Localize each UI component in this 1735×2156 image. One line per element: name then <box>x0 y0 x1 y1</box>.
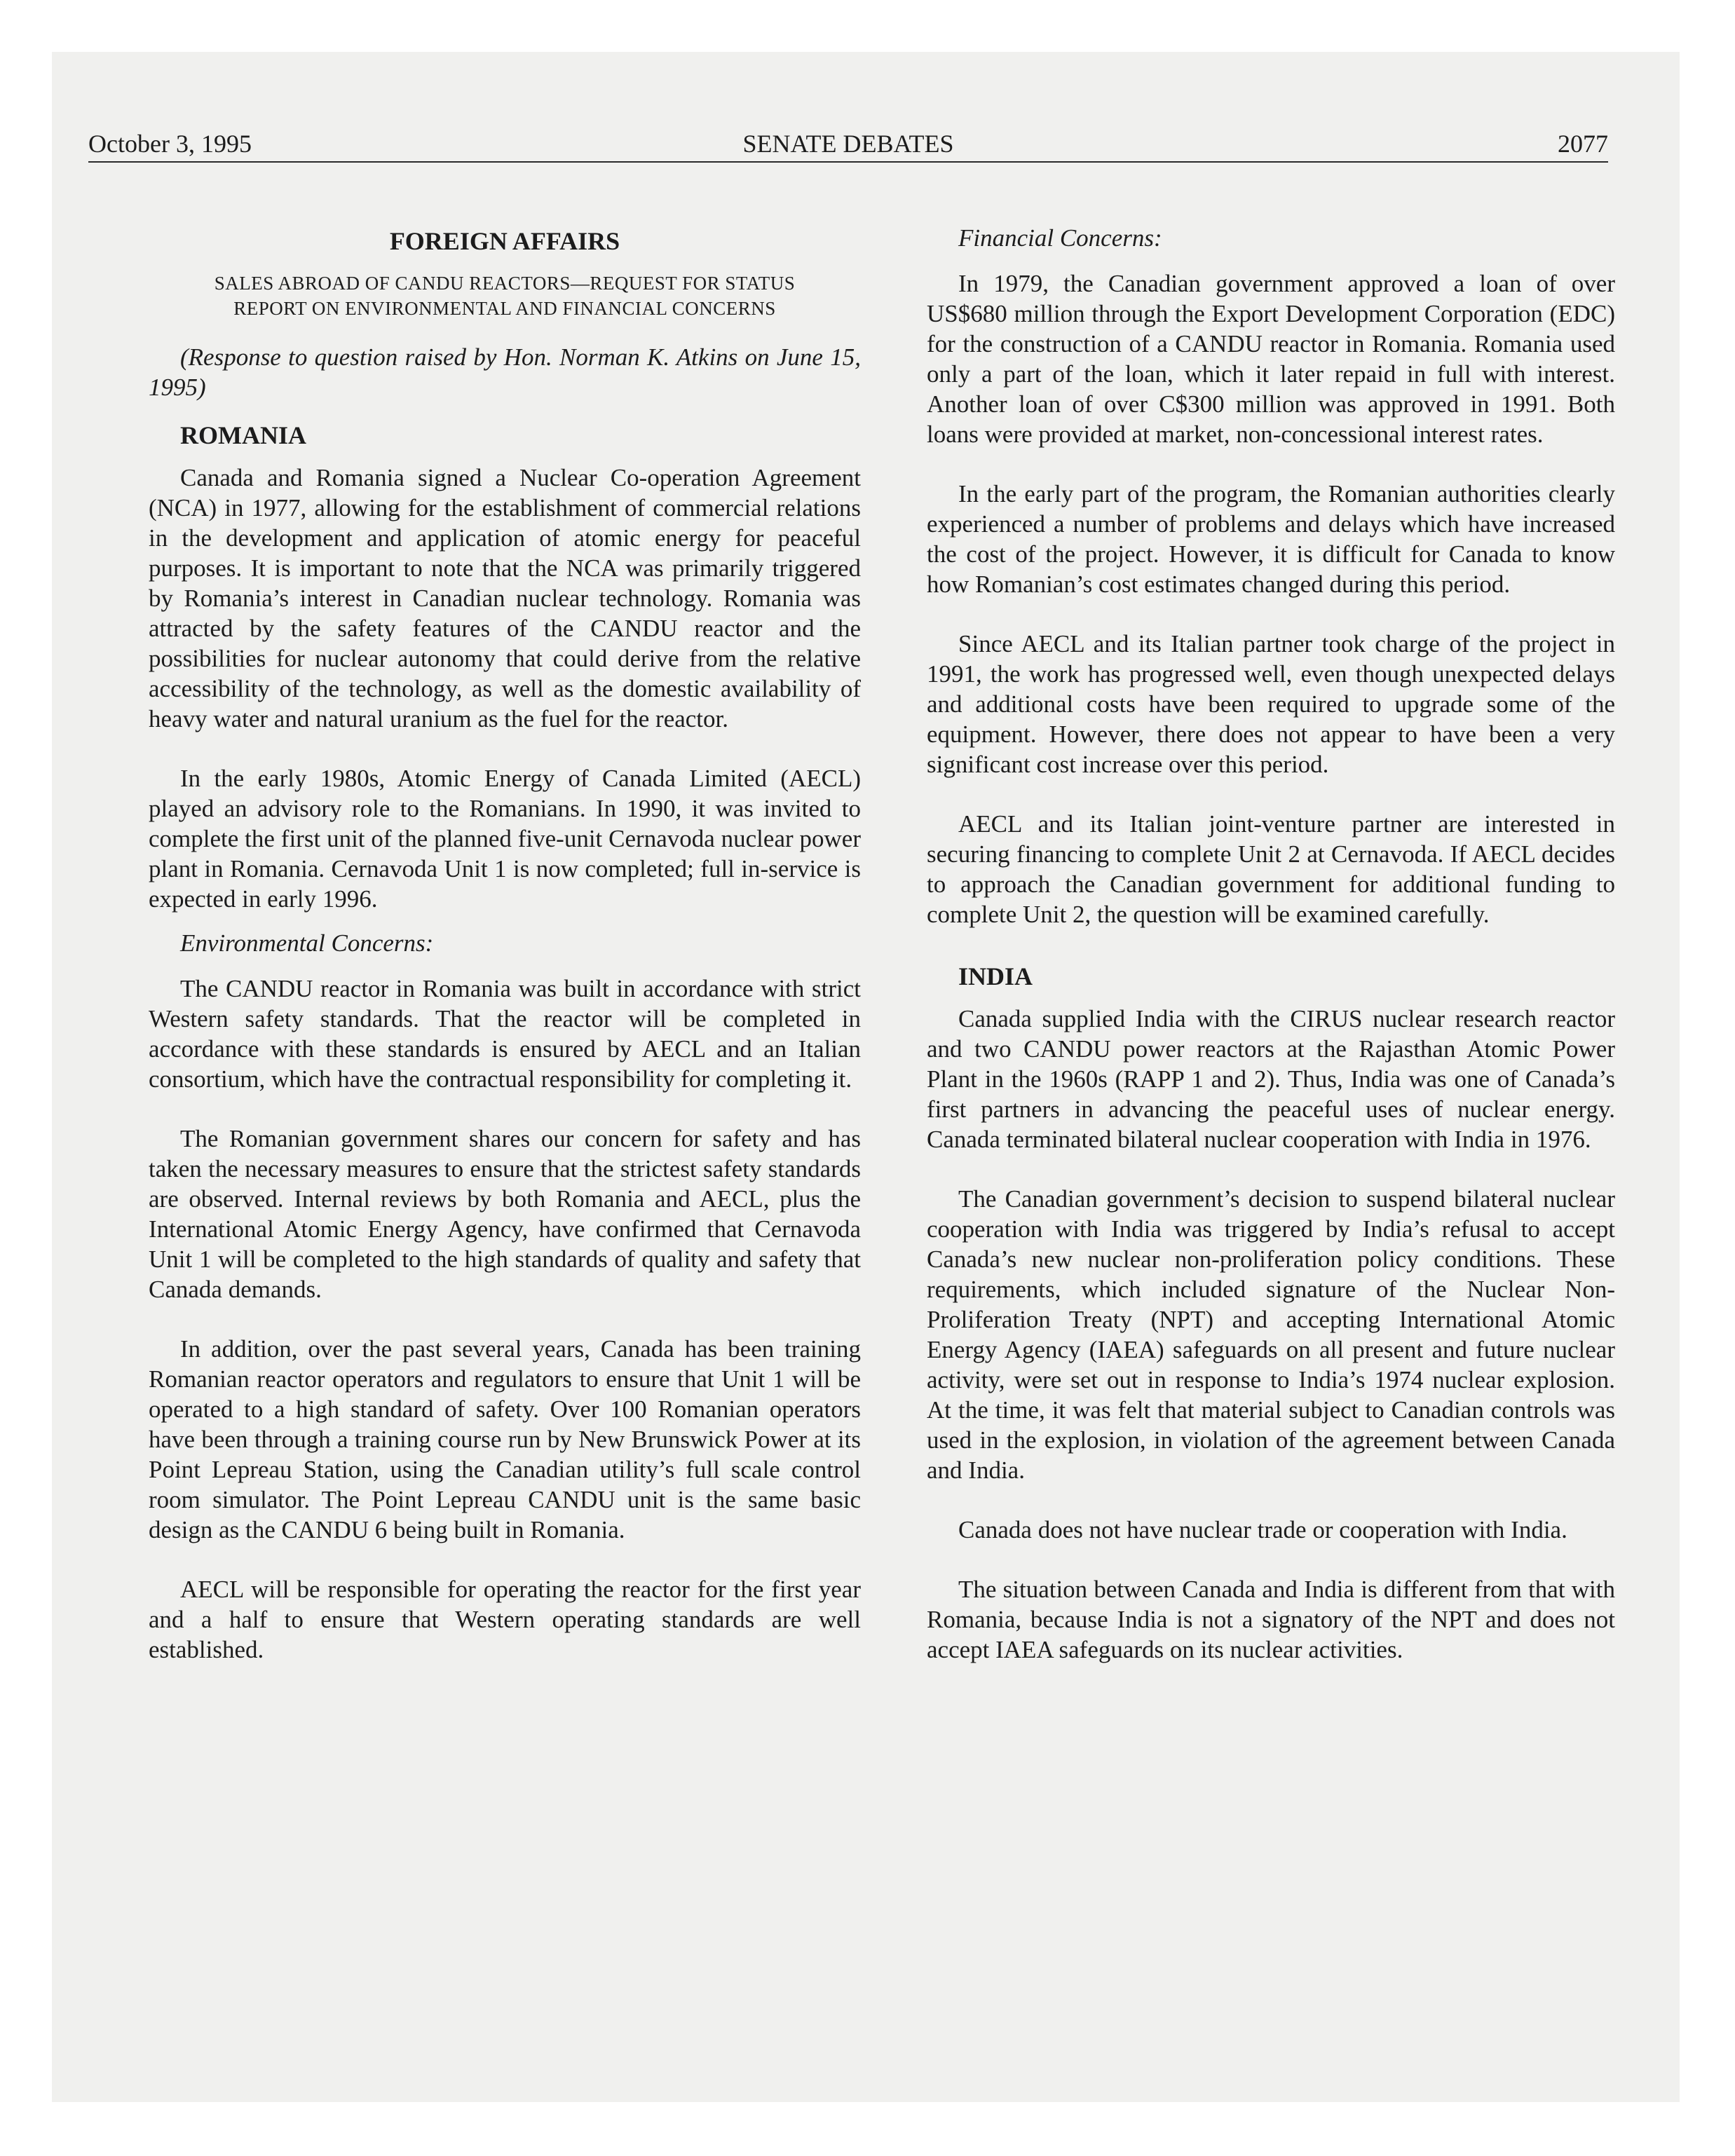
subheading-financial: Financial Concerns: <box>958 224 1162 252</box>
paragraph: The Romanian government shares our concern for safety and has taken the necessary measures to ensure that the strictest safety standards are observed. Internal reviews by both Romania and AECL, plus the International Atomic Energy Agency, have confirmed that Cernavoda Unit 1 will be completed to the high standards of quality and safety that Canada demands. <box>149 1125 861 1303</box>
paragraph: The CANDU reactor in Romania was built in accordance with strict Western safety standards. That the reactor will be completed in accordance with these standards is ensured by AECL and an Italian consortium, which have the contractual responsibility for completing it. <box>149 975 861 1093</box>
section-title: FOREIGN AFFAIRS <box>389 227 620 255</box>
subheading-environmental: Environmental Concerns: <box>180 929 434 957</box>
header-date: October 3, 1995 <box>88 130 252 158</box>
running-header <box>88 126 1608 163</box>
paragraph: Canada does not have nuclear trade or cooperation with India. <box>958 1516 1567 1543</box>
paragraph: In addition, over the past several years, Canada has been training Romanian reactor operators and regulators to ensure that Unit 1 will be operated to a high standard of safety. Over 100 Romanian operators have been through a training course run by New Brunswick Power at its Point Lepreau Station, using the Canadian utility’s full scale control room simulator. The Point Lepreau CANDU unit is the same basic design as the CANDU 6 being built in Romania. <box>149 1335 861 1543</box>
country-heading-romania: ROMANIA <box>180 421 306 449</box>
paragraph: AECL and its Italian joint-venture partner are interested in securing financing to complete Unit 2 at Cernavoda. If AECL decides to approach the Canadian government for additional funding to complete Unit 2, the question will be examined carefully. <box>927 810 1615 928</box>
paragraph: Since AECL and its Italian partner took charge of the project in 1991, the work has progressed well, even though unexpected delays and additional costs have been required to upgrade some of the equipment. However, there does not appear to have been a very significant cost increase over this period. <box>927 630 1615 778</box>
section-subtitle-line-1: SALES ABROAD OF CANDU REACTORS—REQUEST FOR STATUS <box>214 273 796 294</box>
paragraph: Canada supplied India with the CIRUS nuclear research reactor and two CANDU power reactors at the Rajasthan Atomic Power Plant in the 1960s (RAPP 1 and 2). Thus, India was one of Canada’s first partners in advancing the peaceful uses of nuclear energy. Canada terminated bilateral nuclear cooperation with India in 1976. <box>927 1005 1615 1153</box>
section-subtitle <box>149 271 861 321</box>
paragraph: Canada and Romania signed a Nuclear Co-operation Agreement (NCA) in 1977, allowing for the establishment of commercial relations in the development and application of atomic energy for peaceful purposes. It is important to note that the NCA was primarily triggered by Romania’s interest in Canadian nuclear technology. Romania was attracted by the safety features of the CANDU reactor and the possibilities for nuclear autonomy that could derive from the relative accessibility of the technology, as well as the domestic availability of heavy water and natural uranium as the fuel for the reactor. <box>149 464 861 732</box>
header-publication: SENATE DEBATES <box>742 130 954 158</box>
paragraph: In the early 1980s, Atomic Energy of Canada Limited (AECL) played an advisory role to the Romanians. In 1990, it was invited to complete the first unit of the planned five-unit Cernavoda nuclear power plant in Romania. Cernavoda Unit 1 is now completed; full in-service is expected in early 1996. <box>149 765 861 913</box>
left-column <box>149 223 861 1665</box>
country-heading-india: INDIA <box>958 962 1033 990</box>
paragraph: In 1979, the Canadian government approved a loan of over US$680 million through the Export Development Corporation (EDC) for the construction of a CANDU reactor in Romania. Romania used only a part of the loan, which it later repaid in full with interest. Another loan of over C$300 million was approved in 1991. Both loans were provided at market, non-concessional interest rates. <box>927 270 1615 448</box>
paragraph: The situation between Canada and India is different from that with Romania, because India is not a signatory of the NPT and does not accept IAEA safeguards on its nuclear activities. <box>927 1576 1615 1663</box>
header-page-number: 2077 <box>1558 130 1608 158</box>
right-column <box>927 223 1615 1665</box>
paragraph: AECL will be responsible for operating the reactor for the first year and a half to ensure that Western operating standards are well established. <box>149 1576 861 1663</box>
paragraph: In the early part of the program, the Romanian authorities clearly experienced a number of problems and delays which have increased the cost of the project. However, it is difficult for Canada to know how Romanian’s cost estimates changed during this period. <box>927 480 1615 598</box>
response-note: (Response to question raised by Hon. Norman K. Atkins on June 15, 1995) <box>149 343 861 401</box>
paragraph: The Canadian government’s decision to suspend bilateral nuclear cooperation with India was triggered by India’s refusal to accept Canada’s new nuclear non-proliferation policy conditions. These requirements, which included signature of the Nuclear Non-Proliferation Treaty (NPT) and accepting International Atomic Energy Agency (IAEA) safeguards on all present and future nuclear activity, were set out in response to India’s 1974 nuclear explosion. At the time, it was felt that material subject to Canadian controls was used in the explosion, in violation of the agreement between Canada and India. <box>927 1185 1615 1484</box>
section-subtitle-line-2: REPORT ON ENVIRONMENTAL AND FINANCIAL CONCERNS <box>233 298 776 319</box>
